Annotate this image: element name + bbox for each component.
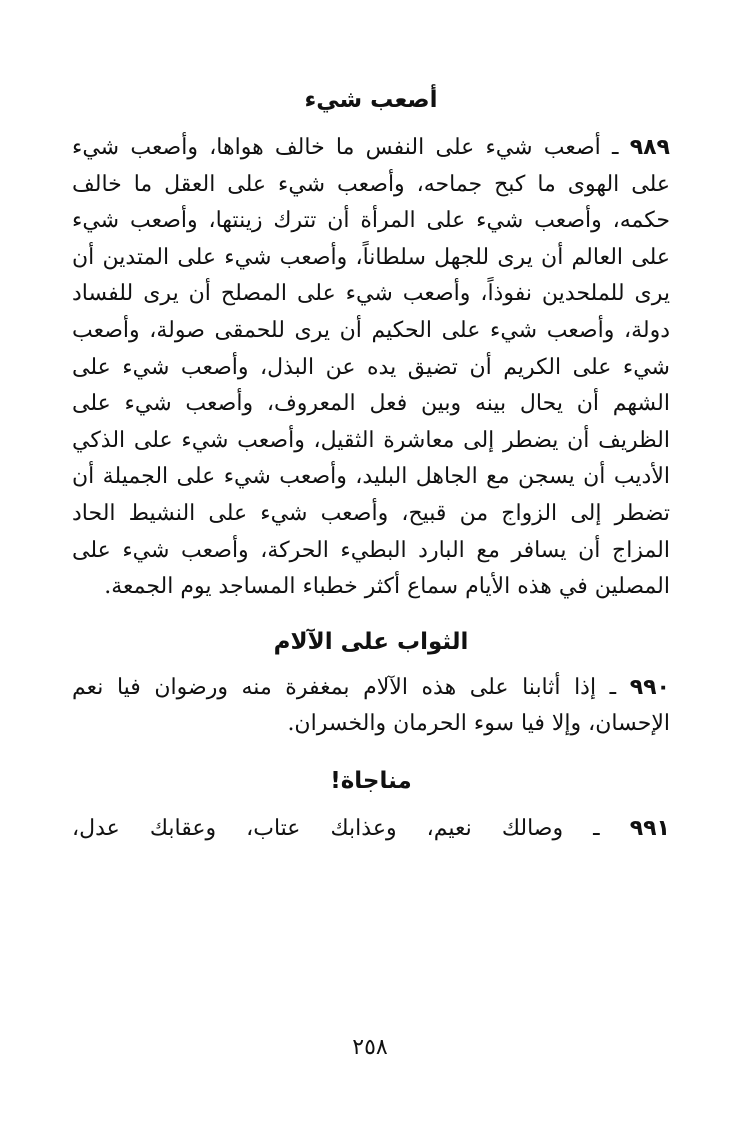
number-dash: ـ bbox=[563, 815, 630, 841]
section-title-supplication: مناجاة! bbox=[330, 767, 412, 794]
paragraph-text: أصعب شيء على النفس ما خالف هواها، وأصعب شيء على الهوى ما كبح جماحه، وأصعب شيء على العقل ما خالف حكمه، وأصعب شيء على المرأة أن تترك زينتها، وأصعب شيء على العالم أن يرى للجهل سلطاناً، وأصعب شيء على المتدين أن يرى للملحدين نفوذاً، وأصعب شيء على المصلح أن يرى للفساد دولة، وأصعب شيء على الحكيم أن يرى للحمقى صولة، وأصعب شيء على الكريم أن تضيق يده عن البذل، وأصعب شيء على الشهم أن يحال بينه وبين فعل المعروف، وأصعب شيء على الظريف أن يضطر إلى معاشرة الثقيل، وأصعب شيء على الذكي الأديب أن يسجن مع الجاهل البليد، وأصعب شيء على الجميلة أن تضطر إلى الزواج من قبيح، وأصعب شيء على النشيط الحاد المزاج أن يسافر مع البارد البطيء الحركة، وأصعب شيء على المصلين في هذه الأيام سماع أكثر خطباء المساجد يوم الجمعة. bbox=[72, 135, 670, 600]
section-title-hardest-thing: أصعب شيء bbox=[304, 87, 438, 113]
paragraph-text: إذا أثابنا على هذه الآلام بمغفرة منه ورضوان فيا نعم الإحسان، وإلا فيا سوء الحرمان والخسران. bbox=[72, 674, 670, 737]
page-number: ٢٥٨ bbox=[352, 1035, 388, 1060]
number-dash: ـ bbox=[596, 674, 630, 700]
paragraph-number: ٩٩١ bbox=[629, 815, 670, 841]
paragraph-989 bbox=[72, 130, 670, 606]
paragraph-991 bbox=[72, 811, 670, 848]
paragraph-990 bbox=[72, 670, 670, 743]
paragraph-number: ٩٨٩ bbox=[629, 135, 670, 160]
paragraph-text: وصالك نعيم، وعذابك عتاب، وعقابك عدل، bbox=[72, 815, 564, 841]
section-title-reward-for-pains: الثواب على الآلام bbox=[273, 628, 469, 655]
paragraph-number: ٩٩٠ bbox=[629, 674, 670, 700]
number-dash: ـ bbox=[600, 135, 630, 160]
book-page bbox=[72, 82, 670, 1082]
